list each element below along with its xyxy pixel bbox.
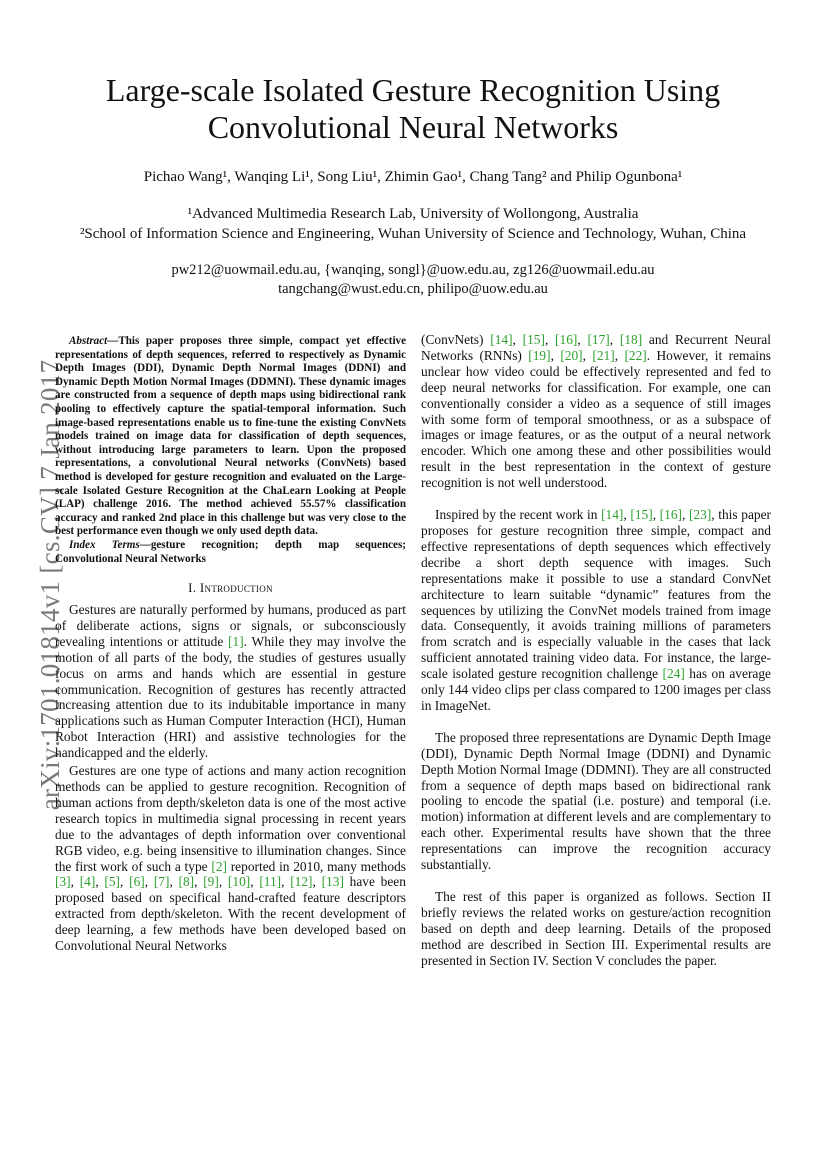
- section-heading-introduction: I. Introduction: [188, 580, 273, 596]
- email-line-2: tangchang@wust.edu.cn, philipo@uow.edu.au: [278, 281, 548, 297]
- abstract-lead: Abstract: [69, 335, 108, 347]
- arxiv-stamp: arXiv:1701.01814v1 [cs.CV] 7 Jan 2017: [35, 359, 65, 811]
- citation-link[interactable]: [16]: [555, 332, 578, 347]
- left-column: [55, 335, 406, 954]
- citation-link[interactable]: [14]: [490, 332, 513, 347]
- email-line-1: pw212@uowmail.edu.au, {wanqing, songl}@uow.edu.au, zg126@uowmail.edu.au: [171, 262, 655, 278]
- citation-link[interactable]: [19]: [528, 347, 551, 363]
- paper-title: [60, 72, 766, 146]
- citation-link[interactable]: [7]: [153, 874, 170, 890]
- affiliation-2: ²School of Information Science and Engineering, Wuhan University of Science and Technology, Wuhan, China: [79, 226, 747, 242]
- citation-link[interactable]: [8]: [178, 874, 195, 890]
- citation-link[interactable]: [17]: [587, 332, 610, 347]
- affiliation-1: ¹Advanced Multimedia Research Lab, University of Wollongong, Australia: [187, 206, 639, 222]
- citation-link[interactable]: [4]: [79, 874, 96, 890]
- citation-link[interactable]: [21]: [592, 347, 615, 363]
- citation-link[interactable]: [1]: [228, 633, 244, 649]
- intro-paragraph-6: The rest of this paper is organized as follows. Section II briefly reviews the related works on gesture/action recognition based on depth and deep learning. Details of the proposed method are described in Section III. Experimental results are presented in Section IV. Section V concludes the paper.: [421, 889, 771, 968]
- citation-link[interactable]: [16]: [659, 507, 682, 523]
- abstract-text: —This paper proposes three simple, compact yet effective representations of depth sequences, referred to respectively as Dynamic Depth Images (DDI), Dynamic Depth Normal Images (DDNI) and Dynamic Depth Motion Normal Images (DDMNI). These dynamic images are constructed from a sequence of depth maps using bidirectional rank pooling to effectively capture the spatial-temporal information. Such image-based representations enable us to fine-tune the existing ConvNets models trained on image data for classification of depth sequences, without introducing large parameters to learn. Upon the proposed representations, a convolutional Neural networks (ConvNets) based method is developed for gesture recognition and evaluated on the Large-scale Isolated Gesture Recognition at the ChaLearn Looking at People (LAP) challenge 2016. The method achieved 55.57% classification accuracy and ranked 2nd place in this challenge but was very close to the best performance even though we only used depth data.: [55, 335, 406, 538]
- intro-paragraph-2: Gestures are one type of actions and many action recognition methods can be applied to gesture recognition. Recognition of human actions from depth/skeleton data is one of the most active research topics in multimedia signal processing in recent years due to the advantages of depth information over conventional RGB video, e.g. being insensitive to illumination changes. Since the first work of such a type [2] reported in 2010, many methods [3], [4], [5], [6], [7], [8], [9], [10], [11], [12], [13] have been proposed based on specifical hand-crafted feature descriptors extracted from depth/skeleton. With the recent development of deep learning, a few methods have been developed based on Convolutional Neural Networks: [55, 763, 406, 954]
- citation-link[interactable]: [15]: [522, 332, 545, 347]
- intro-paragraph-5: The proposed three representations are Dynamic Depth Image (DDI), Dynamic Depth Normal Image (DDNI) and Dynamic Depth Motion Normal Image (DDMNI). They are all constructed from a sequence of depth maps based on bidirectional rank pooling to encode the spatial (i.e. posture) and temporal (i.e. motion) information at different levels and are complementary to each other. Experimental results have shown that the three representations can improve the recognition accuracy substantially.: [421, 729, 771, 873]
- citation-link[interactable]: [2]: [211, 858, 227, 874]
- citation-link[interactable]: [11]: [259, 874, 282, 890]
- citation-link[interactable]: [14]: [601, 507, 624, 523]
- author-list: Pichao Wang¹, Wanqing Li¹, Song Liu¹, Zhimin Gao¹, Chang Tang² and Philip Ogunbona¹: [143, 169, 683, 185]
- index-terms-lead: Index Terms: [69, 538, 140, 551]
- citation-link[interactable]: [13]: [321, 874, 344, 890]
- citation-link[interactable]: [20]: [560, 347, 583, 363]
- citation-link[interactable]: [23]: [688, 507, 712, 523]
- citation-link[interactable]: [3]: [55, 874, 71, 890]
- citation-link[interactable]: [24]: [662, 666, 685, 682]
- index-terms: [55, 539, 406, 566]
- title-line-1: Large-scale Isolated Gesture Recognition Using: [105, 72, 721, 108]
- right-column: [421, 332, 771, 969]
- title-line-2: Convolutional Neural Networks: [207, 109, 619, 145]
- index-terms-text: —gesture recognition; depth map sequences; Convolutional Neural Networks: [55, 538, 406, 565]
- citation-link[interactable]: [10]: [227, 874, 251, 890]
- citation-link[interactable]: [12]: [290, 874, 313, 890]
- citation-link[interactable]: [5]: [104, 874, 121, 890]
- citation-link[interactable]: [22]: [624, 347, 647, 363]
- citation-link[interactable]: [15]: [630, 507, 653, 523]
- citation-link[interactable]: [18]: [619, 332, 643, 347]
- intro-paragraph-1: Gestures are naturally performed by humans, produced as part of deliberate actions, signs or signals, or subconsciously revealing intentions or attitude [1]. While they may involve the motion of all parts of the body, the studies of gestures usually focus on arms and hands which are essential in gesture communication. Recognition of gestures has recently attracted increasing attention due to its indubitable importance in many applications such as Human Computer Interaction (HCI), Human Robot Interaction (HRI) and assistive technologies for the handicapped and the elderly.: [55, 602, 406, 761]
- intro-paragraph-4: Inspired by the recent work in [14], [15], [16], [23], this paper proposes for gesture recognition three simple, compact and effective representations of depth sequences which effectively decribe a short depth sequence with images. Such representations make it possible to use a standard ConvNet architecture to learn suitable “dynamic” features from the sequences by utilizing the ConvNet models trained from image data. Consequently, it avoids training millions of parameters from scratch and is especially valuable in the cases that lack sufficient annotated training video data. For instance, the large-scale isolated gesture recognition challenge [24] has on average only 144 video clips per class compared to 1200 images per class in ImageNet.: [421, 507, 771, 713]
- citation-link[interactable]: [9]: [203, 874, 219, 890]
- citation-link[interactable]: [6]: [129, 874, 145, 890]
- abstract: [55, 335, 406, 539]
- intro-paragraph-3: (ConvNets) [14], [15], [16], [17], [18] and Recurrent Neural Networks (RNNs) [19], [20], [21], [22]. However, it remains unclear how video could be effectively represented and fed to deep neural networks for classification. For example, one can conventionally consider a video as a sequence of still images with some form of temporal smoothness, or as a subspace of images or image features, or as the output of a neural network encoder. Which one among these and other possibilities would result in the best representation in the context of gesture recognition is not well understood.: [421, 332, 772, 491]
